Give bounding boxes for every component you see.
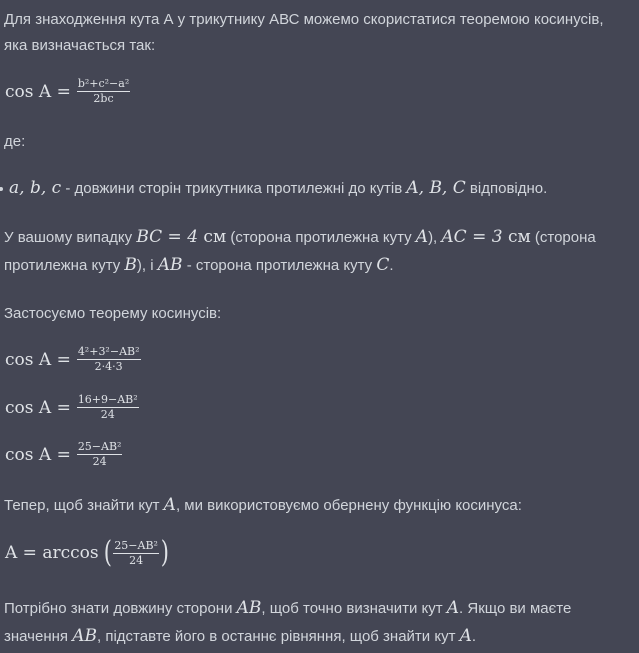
math-a: A <box>163 495 176 515</box>
math-angles: A, B, C <box>406 178 466 198</box>
bullet-dot-icon <box>0 187 3 191</box>
bullet-text: - довжини сторін трикутника протилежні до кутів <box>61 180 407 197</box>
bullet-item <box>9 178 547 199</box>
unit-cm: см <box>502 227 531 247</box>
math-c: C <box>376 255 390 275</box>
text: протилежна куту <box>4 257 125 274</box>
fraction-denominator: 2·4·3 <box>94 360 123 373</box>
fraction-denominator: 24 <box>129 553 144 567</box>
equation-fraction <box>77 394 139 421</box>
text: Потрібно знати довжину сторони <box>4 600 237 617</box>
text: . Якщо ви маєте <box>459 600 572 617</box>
math-ac: AC = 3 <box>441 227 503 247</box>
fraction-denominator: 24 <box>100 408 115 421</box>
equation-lhs: A = arccos <box>5 543 99 563</box>
apply-line: Застосуємо теорему косинусів: <box>4 305 222 322</box>
intro-line-1: Для знаходження кута А у трикутнику АВС можемо скористатися теоремою косинусів, <box>4 11 604 28</box>
conclusion-line-1 <box>4 598 571 619</box>
fraction-numerator: 25−AB² <box>77 440 122 453</box>
text: Тепер, щоб знайти кут <box>4 497 164 514</box>
text: . <box>471 628 477 645</box>
text: . <box>389 257 394 274</box>
unit-cm: см <box>198 227 227 247</box>
equation-lhs: cos A = <box>5 397 71 418</box>
equation-fraction <box>113 540 159 567</box>
fraction-numerator: b²+c²−a² <box>77 77 130 90</box>
bullet-end: відповідно. <box>465 180 548 197</box>
text: ), і <box>136 257 158 274</box>
left-paren-icon: ( <box>103 535 112 570</box>
equation-lhs: cos A = <box>5 444 71 465</box>
case-line-1 <box>4 227 596 248</box>
equation-fraction <box>77 346 141 373</box>
fraction-denominator: 24 <box>92 455 107 468</box>
text: значення <box>4 628 73 645</box>
fraction-numerator: 25−AB² <box>114 538 158 552</box>
math-bc: BC = 4 <box>136 227 199 247</box>
text: , щоб точно визначити кут <box>261 600 447 617</box>
where-label: де: <box>4 133 26 150</box>
case-line-2 <box>4 255 394 276</box>
text: (сторона <box>530 229 596 246</box>
math-a: A <box>415 227 429 247</box>
equation-step-2 <box>5 394 139 421</box>
text: ), <box>428 229 442 246</box>
equation-cosine-law <box>5 78 130 105</box>
conclusion-line-2 <box>4 626 476 647</box>
equation-lhs: cos A = <box>5 349 71 370</box>
math-ab: AB <box>236 598 262 618</box>
math-a: A <box>459 626 472 646</box>
text: (сторона протилежна куту <box>226 229 416 246</box>
fraction-numerator: 4²+3²−AB² <box>77 345 140 358</box>
math-ab: AB <box>72 626 97 646</box>
equation-fraction <box>77 78 130 105</box>
right-paren-icon: ) <box>160 535 169 570</box>
fraction-denominator: 2bc <box>93 92 114 105</box>
intro-line-2: яка визначається так: <box>4 37 156 54</box>
math-a: A <box>446 598 460 618</box>
text: , підставте його в останнє рівняння, щоб знайти кут <box>96 628 460 645</box>
math-ab: AB <box>157 255 183 275</box>
text: У вашому випадку <box>4 229 137 246</box>
equation-step-3 <box>5 441 122 468</box>
equation-lhs: cos A = <box>5 81 71 102</box>
equation-arccos <box>5 535 171 570</box>
inverse-line <box>4 495 522 516</box>
fraction-numerator: 16+9−AB² <box>77 393 138 406</box>
text: - сторона протилежна куту <box>182 257 377 274</box>
equation-step-1 <box>5 346 141 373</box>
equation-fraction <box>77 441 123 468</box>
math-vars: a, b, c <box>9 178 62 198</box>
text: , ми використовуємо обернену функцію косинуса: <box>175 497 522 514</box>
math-b: B <box>124 255 137 275</box>
